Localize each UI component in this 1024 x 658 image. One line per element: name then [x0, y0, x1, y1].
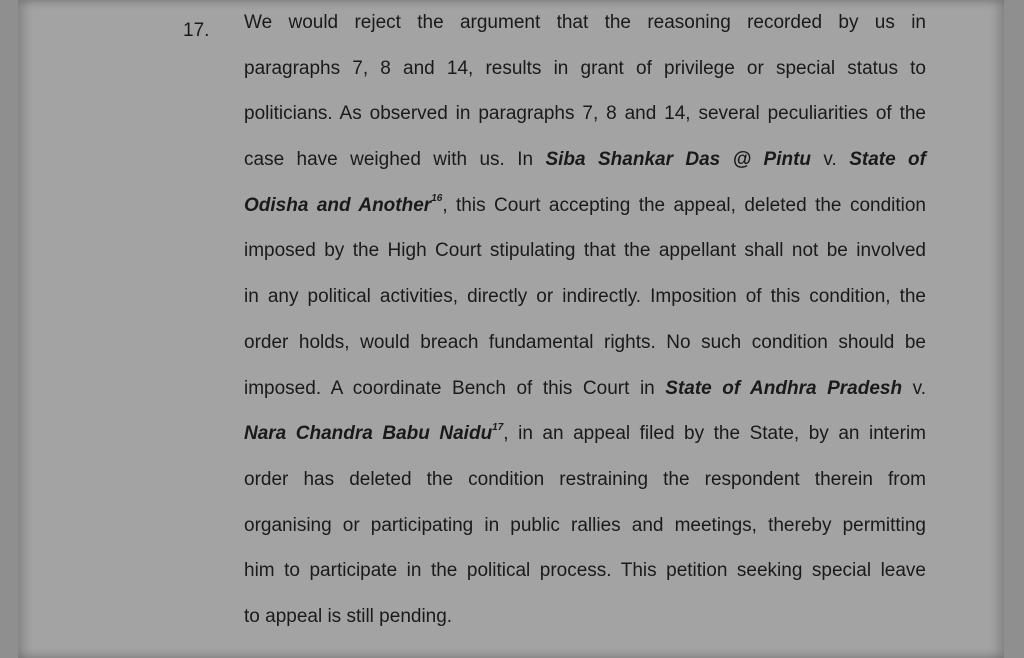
line-text: v.	[811, 149, 850, 171]
paragraph-line	[244, 46, 926, 92]
paragraph-line	[244, 274, 926, 320]
line-text: organising or participating in public rallies and meetings, thereby permitting	[244, 514, 926, 536]
line-text: him to participate in the political process. This petition seeking special leave	[244, 560, 926, 582]
line-text: paragraphs 7, 8 and 14, results in grant of privilege or special status to	[244, 57, 926, 79]
document-page	[18, 0, 1004, 658]
paragraph-line	[244, 91, 926, 137]
paragraph-line	[244, 366, 926, 412]
case-name-nara-chandra-babu-naidu: Nara Chandra Babu Naidu	[244, 423, 493, 445]
line-text: order has deleted the condition restraining the respondent therein from	[244, 468, 926, 490]
paragraph-line	[244, 228, 926, 274]
line-text: , this Court accepting the appeal, deleted the condition	[442, 194, 926, 216]
footnote-ref-16: 16	[431, 193, 443, 205]
paragraph-line	[244, 0, 926, 46]
line-text: v.	[902, 377, 926, 399]
paragraph-line	[244, 548, 926, 594]
paragraph-line	[244, 503, 926, 549]
line-text: to appeal is still pending.	[244, 605, 453, 627]
case-name-state-of-odisha-part2: Odisha and Another	[244, 194, 432, 216]
line-text: We would reject the argument that the reasoning recorded by us in	[244, 12, 926, 33]
paragraph-line	[244, 320, 926, 366]
paragraph-line	[244, 594, 926, 640]
case-name-siba-shankar-das: Siba Shankar Das @ Pintu	[545, 149, 812, 171]
paragraph-number: 17.	[183, 20, 210, 41]
paragraph-line	[244, 411, 926, 457]
case-name-state-of-odisha-part1: State of	[849, 149, 926, 171]
line-text: , in an appeal filed by the State, by an interim	[503, 423, 926, 445]
paragraph-line	[244, 183, 926, 229]
line-text: order holds, would breach fundamental rights. No such condition should be	[244, 331, 926, 353]
line-text: in any political activities, directly or indirectly. Imposition of this condition, the	[244, 286, 926, 308]
line-text: politicians. As observed in paragraphs 7, 8 and 14, several peculiarities of the	[244, 103, 926, 125]
line-text: imposed by the High Court stipulating that the appellant shall not be involved	[244, 240, 926, 262]
line-text: case have weighed with us. In	[244, 149, 546, 171]
paragraph-line	[244, 457, 926, 503]
line-text: imposed. A coordinate Bench of this Court in	[244, 377, 666, 399]
footnote-ref-17: 17	[492, 421, 504, 433]
paragraph-body	[244, 0, 926, 640]
case-name-state-of-andhra-pradesh: State of Andhra Pradesh	[665, 377, 903, 399]
paragraph-line	[244, 137, 926, 183]
